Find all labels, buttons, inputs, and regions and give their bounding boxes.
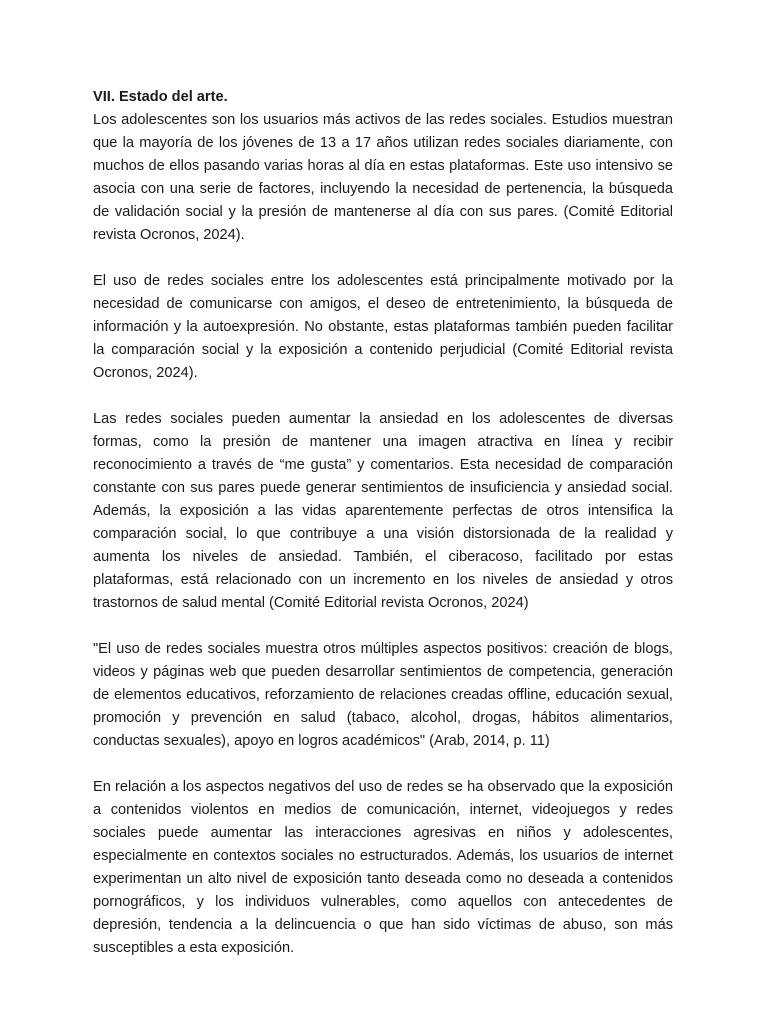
- section-heading: VII. Estado del arte.: [93, 89, 228, 105]
- paragraph-2: El uso de redes sociales entre los adolescentes está principalmente motivado por la necesidad de comunicarse con amigos, el deseo de entretenimiento, la búsqueda de información y la autoexpresión. No obstante, estas plataformas también pueden facilitar la comparación social y la exposición a contenido perjudicial (Comité Editorial revista Ocronos, 2024).: [93, 273, 673, 381]
- document-page: [93, 86, 673, 983]
- paragraph-1: Los adolescentes son los usuarios más activos de las redes sociales. Estudios muestran que la mayoría de los jóvenes de 13 a 17 años utilizan redes sociales diariamente, con muchos de ellos pasando varias horas al día en estas plataformas. Este uso intensivo se asocia con una serie de factores, incluyendo la necesidad de pertenencia, la búsqueda de validación social y la presión de mantenerse al día con sus pares. (Comité Editorial revista Ocronos, 2024).: [93, 112, 673, 243]
- paragraph-5: En relación a los aspectos negativos del uso de redes se ha observado que la exposición a contenidos violentos en medios de comunicación, internet, videojuegos y redes sociales puede aumentar las interacciones agresivas en niños y adolescentes, especialmente en contextos sociales no estructurados. Además, los usuarios de internet experimentan un alto nivel de exposición tanto deseada como no deseada a contenidos pornográficos, y los individuos vulnerables, como aquellos con antecedentes de depresión, tendencia a la delincuencia o que han sido víctimas de abuso, son más susceptibles a esta exposición.: [93, 779, 673, 956]
- paragraph-3: Las redes sociales pueden aumentar la ansiedad en los adolescentes de diversas formas, como la presión de mantener una imagen atractiva en línea y recibir reconocimiento a través de “me gusta” y comentarios. Esta necesidad de comparación constante con sus pares puede generar sentimientos de insuficiencia y ansiedad social. Además, la exposición a las vidas aparentemente perfectas de otros intensifica la comparación social, lo que contribuye a una visión distorsionada de la realidad y aumenta los niveles de ansiedad. También, el ciberacoso, facilitado por estas plataformas, está relacionado con un incremento en los niveles de ansiedad y otros trastornos de salud mental (Comité Editorial revista Ocronos, 2024): [93, 411, 673, 611]
- paragraph-4: "El uso de redes sociales muestra otros múltiples aspectos positivos: creación de blogs, videos y páginas web que pueden desarrollar sentimientos de competencia, generación de elementos educativos, reforzamiento de relaciones creadas offline, educación sexual, promoción y prevención en salud (tabaco, alcohol, drogas, hábitos alimentarios, conductas sexuales), apoyo en logros académicos" (Arab, 2014, p. 11): [93, 641, 673, 749]
